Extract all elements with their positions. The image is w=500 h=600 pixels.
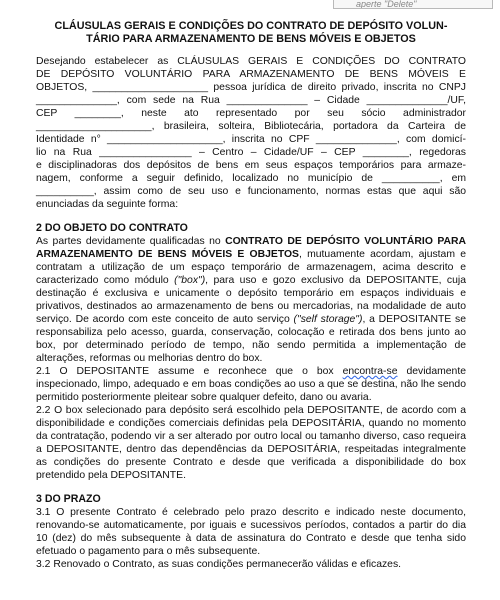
intro-line: OBJETOS, ____________________ pessoa jurídica de direito privado, inscrita no CNPJ <box>36 82 466 93</box>
title-line-1: CLÁUSULAS GERAIS E CONDIÇÕES DO CONTRATO DE DEPÓSITO VOLUN- <box>54 20 448 32</box>
clause-3-2: 3.2 Renovado o Contrato, as suas condições permanecerão válidas e eficazes. <box>36 559 402 570</box>
intro-line: __________, assim como de seu uso e funcionamento, normas estas que aqui são <box>36 186 466 197</box>
intro-line: e disciplinadoras dos depósitos de bens em seus espaços temporários para armaze- <box>36 160 466 171</box>
section-2-paragraph-1: As partes devidamente qualificadas no CONTRATO DE DEPÓSITO VOLUNTÁRIO PARA ARMAZENAMENTO DE BENS MÓVEIS E OBJETOS, mutuamente acordam, ajustam e contratam a utilização de um espaço temporário de armazenagem, acima descrito e caracterizado como módulo ("box"), para uso e gozo exclusivo da DEPOSITANTE, cuja destinação é exclusiva e unicamente o depósito temporário em espaços individuais e privativos, destinados ao armazenamento de bens ou mercadorias, na modalidade de auto serviço. De acordo com este conceito de auto serviço ("self storage"), a DEPOSITANTE se responsabiliza pelo acesso, guarda, conservação, colocação e retirada dos bens junto ao box, por determinado período de tempo, não sendo permitida a implementação de alterações, reformas ou melhorias dentro do box. <box>36 236 466 364</box>
title-line-2: TÁRIO PARA ARMAZENAMENTO DE BENS MÓVEIS E OBJETOS <box>86 33 416 45</box>
intro-line: enunciadas da seguinte forma: <box>36 199 179 210</box>
contract-name-bold: CONTRATO DE DEPÓSITO VOLUNTÁRIO PARA ARMAZENAMENTO DE BENS MÓVEIS E OBJETOS <box>36 236 466 260</box>
intro-paragraph <box>36 55 466 211</box>
intro-line: Desejando estabelecer as CLÁUSULAS GERAIS E CONDIÇÕES DO CONTRATO <box>36 56 466 67</box>
clause-3-1: 3.1 O presente Contrato é celebrado pelo prazo descrito e indicado neste documento, renovando-se automaticamente, por iguais e sucessivos períodos, contados a partir do dia 10 (dez) do mês subsequente à data de assinatura do Contrato e desde que tenha sido efetuado o pagamento para o mês subsequente. <box>36 507 466 557</box>
section-3-heading: 3 DO PRAZO <box>36 493 101 505</box>
intro-line: ____________________, brasileira, solteira, Bibliotecária, portadora da Carteira de <box>36 121 466 132</box>
intro-line: ______________, com sede na Rua ______________ – Cidade ______________/UF, <box>36 95 466 106</box>
document-title <box>36 20 466 46</box>
intro-line: DE DEPÓSITO VOLUNTÁRIO PARA ARMAZENAMENTO DE BENS MÓVEIS E <box>36 69 466 80</box>
delete-hint-tooltip: aperte "Delete" <box>333 0 493 9</box>
clause-2-2: 2.2 O box selecionado para depósito será escolhido pela DEPOSITANTE, de acordo com a disponibilidade e condições comerciais definidas pela DEPOSITÁRIA, quando no momento da contratação, podendo vir a ser alterado por outro local ou tamanho diverso, caso requeira a DEPOSITANTE, dentro das dependências da DEPOSITÁRIA, respeitadas integralmente as condições do presente Contrato e desde que verificada a disponibilidade do box pretendido pela DEPOSITANTE. <box>36 405 466 481</box>
document-page <box>36 20 466 571</box>
intro-line: Identidade n° ____________________, inscrita no CPF ______________, com domicí- <box>36 134 466 145</box>
intro-line: CEP ________, neste ato representado por seu sócio administrador <box>36 108 466 119</box>
spellcheck-word[interactable]: encontra-se <box>342 366 398 377</box>
clause-2-1: 2.1 O DEPOSITANTE assume e reconhece que o box encontra-se devidamente inspecionado, limpo, adequado e em boas condições ao uso a que se destina, não lhe sendo permitido posteriormente pleitear sobre qualquer defeito, dano ou avaria. <box>36 366 466 403</box>
intro-line: lio na Rua ________________ – Centro – Cidade/UF – CEP ________, regedoras <box>36 147 466 158</box>
section-2-heading: 2 DO OBJETO DO CONTRATO <box>36 222 188 234</box>
intro-line: nagem, conforme a seguir definido, localizado no município de __________, em <box>36 173 466 184</box>
